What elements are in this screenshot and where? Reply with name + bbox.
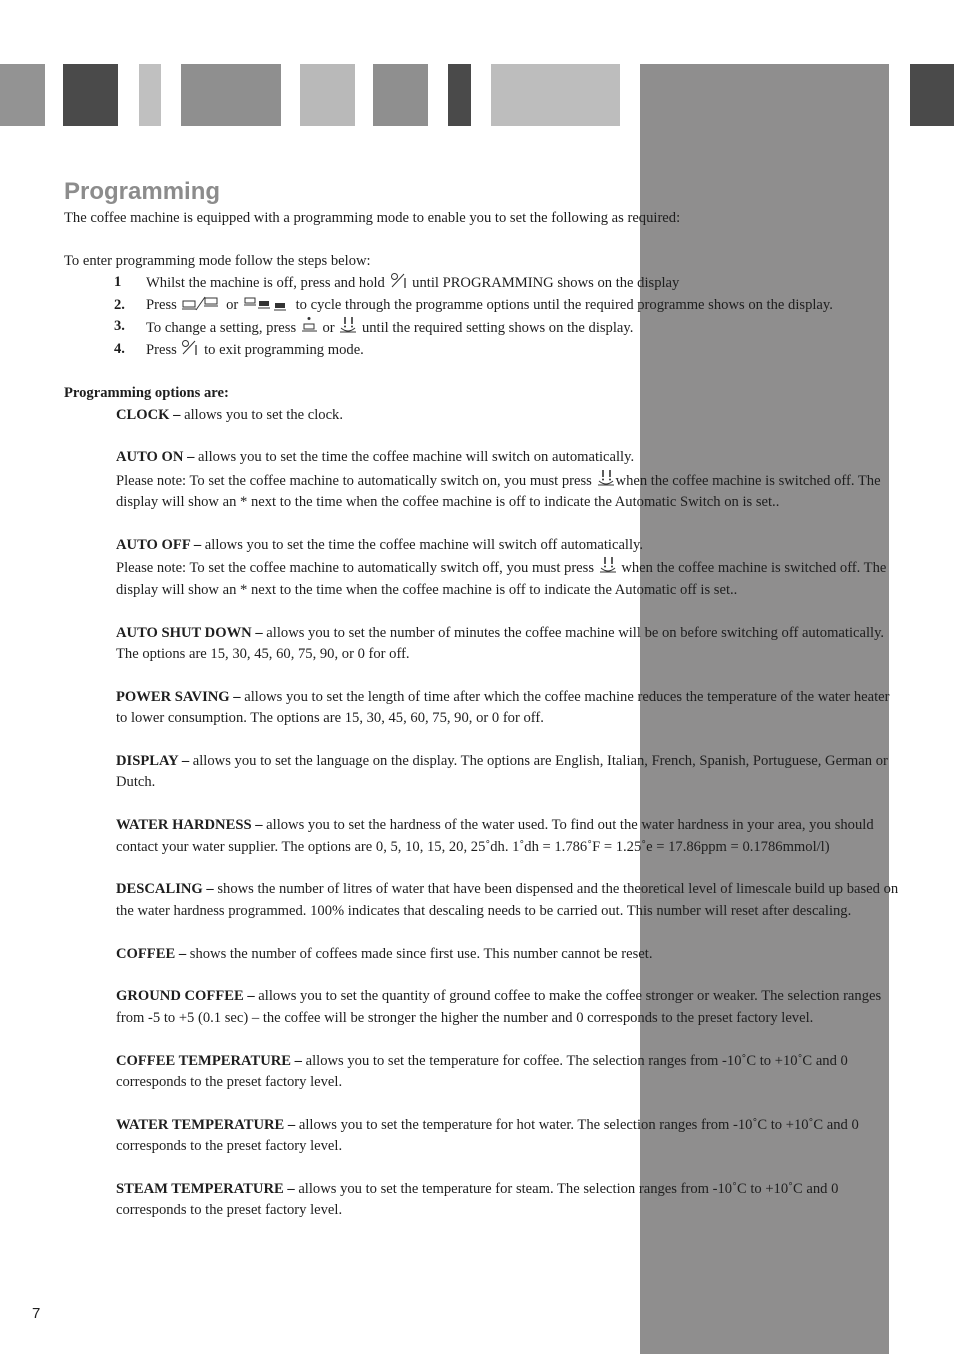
- header-bar-10: [910, 64, 954, 126]
- page-number: 7: [32, 1305, 41, 1322]
- option-auto-off: AUTO OFF – allows you to set the time the coffee machine will switch off automatically. Please note: To set the coffee machine to automatically switch off, you must press when the coffee machine is switched off. The display will show an * next to the time when the coffee machine is off to indicate the Automatic off is set..: [116, 537, 887, 598]
- intro-text: The coffee machine is equipped with a programming mode to enable you to set the following as required:: [64, 210, 681, 226]
- step-number: 4.: [114, 341, 125, 358]
- option-water-temperature: WATER TEMPERATURE – allows you to set the temperature for hot water. The selection ranges from -10˚C to +10˚C and 0 corresponds to the preset factory level.: [116, 1116, 859, 1155]
- enter-instructions: To enter programming mode follow the steps below:: [64, 252, 371, 269]
- steam-icon: [339, 316, 357, 334]
- option-auto-on: AUTO ON – allows you to set the time the coffee machine will switch on automatically. Please note: To set the coffee machine to automatically switch on, you must press when the coffee machine is switched off. The display will show an * next to the time when the coffee machine is off to indicate the Automatic Switch on is set..: [116, 449, 881, 511]
- step-item: 2. Press or to cycle through the programme options until the required programme shows on the display.: [114, 295, 904, 316]
- header-bar-4: [181, 64, 281, 126]
- option-coffee: COFFEE – shows the number of coffees made since first use. This number cannot be reset.: [116, 945, 653, 962]
- step-item: 1 Whilst the machine is off, press and hold until PROGRAMMING shows on the display: [114, 272, 904, 294]
- option-water-hardness: WATER HARDNESS – allows you to set the hardness of the water used. To find out the water hardness in your area, you should contact your water supplier. The options are 0, 5, 10, 15, 20, 25˚dh. 1˚dh = 1.786˚F = 1.25˚e = 17.86ppm = 0.1786mmol/l): [116, 817, 874, 855]
- options-list: [116, 405, 904, 1222]
- option-steam-temperature: STEAM TEMPERATURE – allows you to set the temperature for steam. The selection ranges from -10˚C to +10˚C and 0 corresponds to the preset factory level.: [116, 1181, 839, 1219]
- option-auto-shut-down: AUTO SHUT DOWN – allows you to set the number of minutes the coffee machine will be on before switching off automatically. The options are 15, 30, 45, 60, 75, 90, or 0 for off.: [116, 624, 885, 663]
- header-bar-8: [491, 64, 620, 126]
- step-number: 3.: [114, 318, 125, 335]
- option-ground-coffee: GROUND COFFEE – allows you to set the quantity of ground coffee to make the coffee stronger or weaker. The selection ranges from -5 to +5 (0.1 sec) – the coffee will be stronger the higher the number and 0 corresponds to the preset factory level.: [116, 988, 882, 1026]
- step-item: 4. Press to exit programming mode.: [114, 339, 904, 361]
- page-content: [64, 176, 904, 1222]
- option-descaling: DESCALING – shows the number of litres of water that have been dispensed and the theoretical level of limescale build up based on the water hardness programmed. 100% indicates that descaling needs to be carried out. This number will reset after descaling.: [116, 881, 899, 919]
- header-bar-6: [373, 64, 428, 126]
- header-bar-1: [0, 64, 45, 126]
- step-item: 3. To change a setting, press or until the required setting shows on the display.: [114, 318, 634, 337]
- hot-water-icon: [301, 316, 318, 334]
- header-bar-7: [448, 64, 471, 126]
- steam-icon: [599, 556, 617, 574]
- step-number: 1: [114, 274, 122, 291]
- option-clock: CLOCK – allows you to set the clock.: [116, 406, 343, 423]
- page-title: Programming: [64, 178, 221, 205]
- option-coffee-temperature: COFFEE TEMPERATURE – allows you to set the temperature for coffee. The selection ranges from -10˚C to +10˚C and 0 corresponds to the preset factory level.: [116, 1052, 848, 1091]
- single-cup-icon: [181, 295, 221, 311]
- steps-list: [114, 272, 904, 362]
- header-bar-3: [139, 64, 161, 126]
- option-power-saving: POWER SAVING – allows you to set the length of time after which the coffee machine reduces the temperature of the water heater to lower consumption. The options are 15, 30, 45, 60, 75, 90, or 0 for off.: [116, 688, 890, 727]
- steam-icon: [597, 469, 615, 487]
- double-cup-icon: [243, 295, 291, 311]
- power-icon: [181, 339, 199, 356]
- power-icon: [390, 272, 408, 289]
- header-bar-5: [300, 64, 355, 126]
- option-display: DISPLAY – allows you to set the language on the display. The options are English, Italian, French, Spanish, Portuguese, German or Dutch.: [116, 753, 888, 791]
- header-bar-2: [63, 64, 118, 126]
- step-number: 2.: [114, 296, 125, 313]
- options-heading: Programming options are:: [64, 385, 229, 402]
